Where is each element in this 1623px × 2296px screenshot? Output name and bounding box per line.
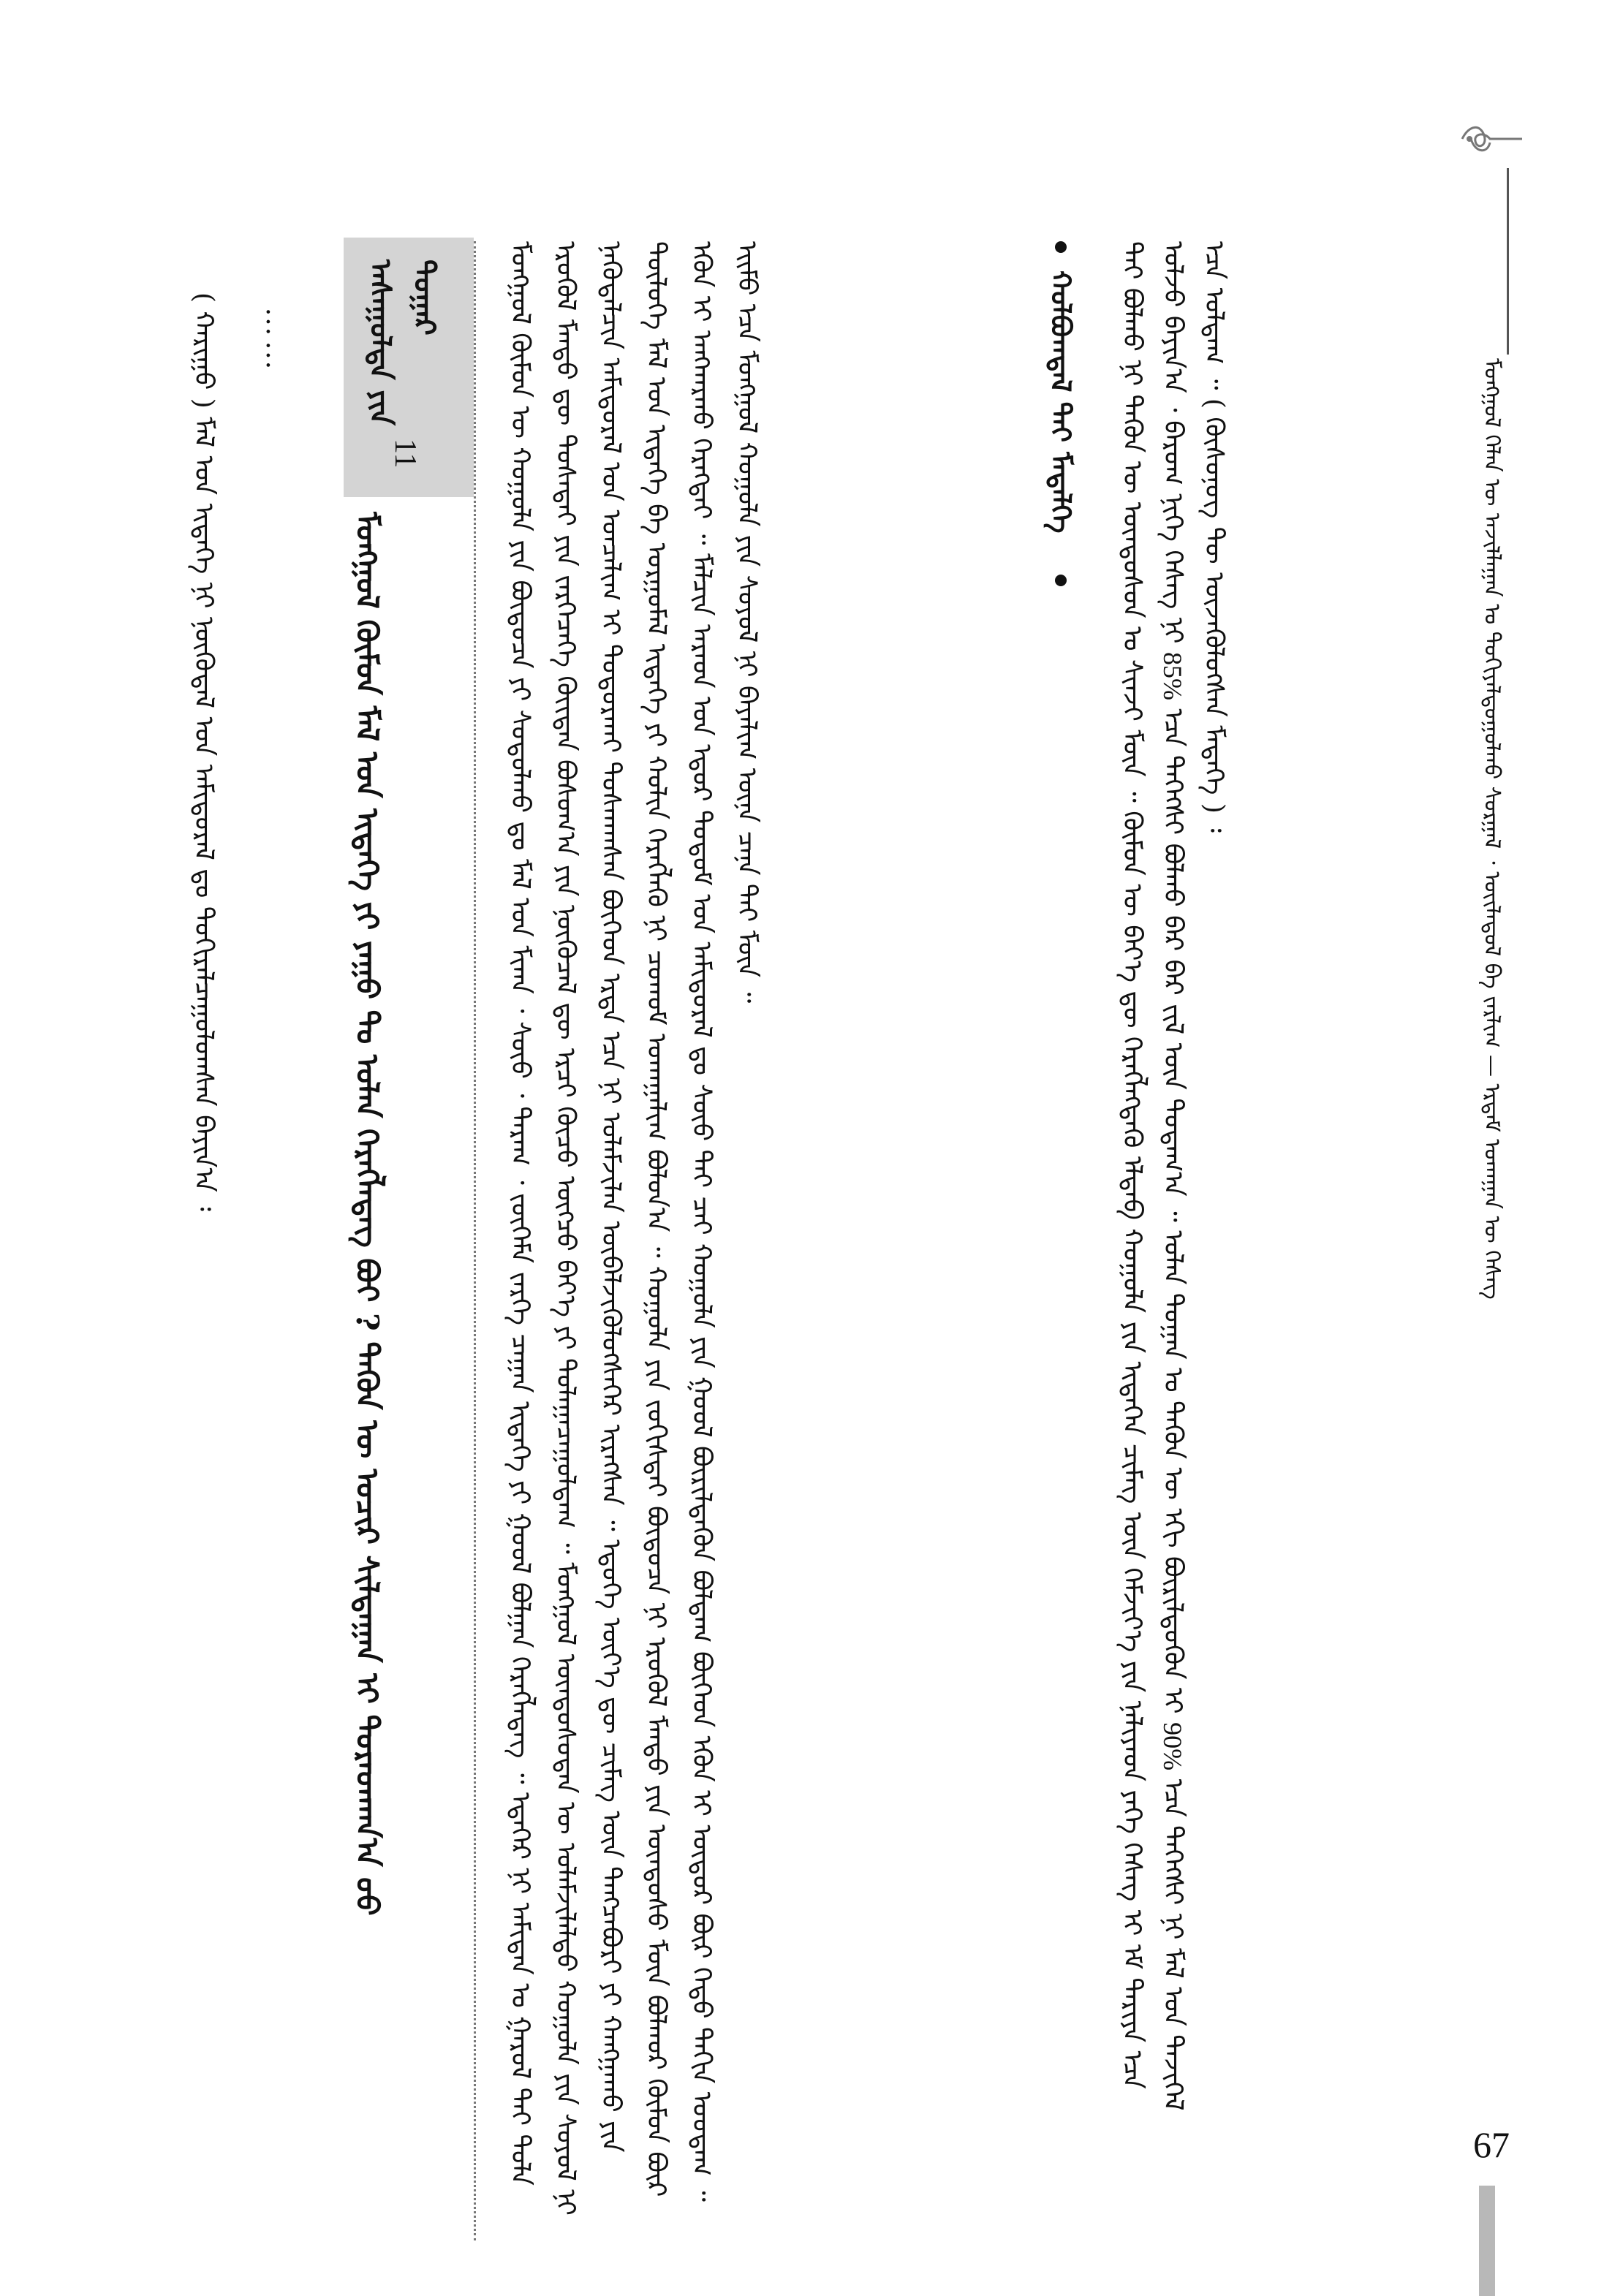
question-label: ᠠᠰᠠᠭᠤᠯᠲᠠ ᠶᠢᠨ ᠳᠤᠭᠠᠷ	[363, 259, 442, 425]
page-edge-tab	[1479, 2186, 1495, 2296]
decorative-scroll-ornament-icon	[1455, 121, 1528, 157]
intro-text-a: ᠲᠠᠢ ᠪᠣᠯᠬᠤ ᠨᠢ ᠲᠡᠭᠦᠨ ᠦ ᠦᠨᠳᠦᠰᠦᠨ ᠤ ᠰᠢᠨᠵᠢ ᠮᠥᠨ ᠃ ᠬᠦᠮᠦᠨ ᠦ ᠪᠡᠶ᠎ᠡ ᠳᠦ ᠬᠡᠷᠡᠭᠯᠡᠭᠳᠡᠬᠦ ᠡᠯᠳᠡᠪ ᠬᠣᠭᠣᠯᠠ ᠶᠢᠨ ᠢᠳᠡᠭᠡᠨ ᠴᠢᠮᠡᠭ ᠦᠨ ᠬᠡᠮᠵᠢᠶ᠎ᠡ ᠶᠢᠨ ᠨᠡᠯᠢᠶᠡᠳ ᠶᠡᠬᠡ ᠬᠡᠰᠡᠭ ᠢ ᠡᠮ ᠲᠠᠷᠢᠶᠠ ᠡᠴᠡ ᠤᠯᠵᠤ ᠪᠠᠶᠢᠨ᠎ᠠ ᠂ ᠪᠠᠷᠤᠭ ᠨᠢᠭᠡ ᠬᠡᠰᠡᠭ ᠨᠢ	[1117, 241, 1188, 2089]
dotted-divider	[474, 241, 476, 2240]
header-rule	[1507, 168, 1509, 355]
answer-line: ( ᠬᠠᠷᠢᠭᠤ ) ᠮᠠᠯ ᠤᠨ ᠢᠳᠡᠭᠡ ᠨᠢ ᠨᠦᠭᠦᠳᠡᠯ ᠤᠨ ᠠᠮᠢᠳᠤᠷᠠᠯ ᠳᠤ ᠲᠣᠬᠢᠷᠠᠯᠴᠠᠭᠤᠯᠤᠭᠰᠠᠨ ᠪᠠᠶᠢᠨ᠎ᠠ ᠄	[189, 292, 219, 1211]
intro-paragraph	[1111, 241, 1418, 2113]
page-number: 67	[1473, 2124, 1510, 2165]
bullet-icon	[1055, 241, 1067, 253]
percentage-85: 85%	[1158, 651, 1187, 700]
bullet-icon	[1055, 575, 1067, 586]
running-header: ᠮᠣᠩᠭᠣᠯ ᠬᠡᠯᠡᠨ ᠦ ᠠᠵᠢᠯᠯᠠᠭᠠᠨ ᠤ ᠲᠣᠬᠢᠶᠠᠯᠳᠤᠭᠤᠯᠬᠤ ᠰᠤᠷᠭᠠᠯ ᠂ ᠦᠢᠯᠡᠳᠦᠯ ᠪᠠ ᠵᠠᠷᠯᠢᠭ — ᠡᠷᠳᠡᠮ ᠤᠬᠠᠭᠠᠨ ᠦ ᠬᠡᠰᠡᠭ	[1479, 358, 1505, 1300]
section-heading	[1038, 241, 1089, 621]
body-paragraph: ᠮᠣᠩᠭᠣᠯ ᠬᠦᠮᠦᠨ ᠦ ᠬᠣᠭᠣᠯᠠ ᠶᠢᠨ ᠪᠦᠲᠦᠴᠡ ᠶᠢ ᠰᠤᠳᠤᠯᠬᠤ ᠳᠤ ᠮᠠᠯ ᠤᠨ ᠮᠢᠬᠠ ᠂ ᠰᠦᠦ ᠂ ᠲᠠᠷᠠᠭ ᠂ ᠵᠦᠭᠡᠮᠡ ᠵᠡᠷᠭᠡ ᠴᠠᠭᠠᠨ ᠢᠳᠡᠭᠡ ᠶᠢ ᠭᠣᠣᠯ ᠪᠣᠯᠭᠠᠨ ᠬᠡᠷᠡᠭᠯᠡᠳᠡᠭ ᠃ ᠡᠳᠡᠭᠡᠷ ᠨᠢ ᠠᠮᠢᠲᠠᠨ ᠤ ᠭᠠᠷᠤᠯ ᠲᠠᠢ ᠲᠤᠯᠠ ᠡᠷᠦᠭᠦᠯ ᠮᠡᠨᠳᠦ ᠳᠦ ᠲᠤᠰᠠᠲᠠᠢ ᠶᠢᠨ ᠵᠡᠷᠭᠡᠴᠡᠭᠡ ᠬᠦᠢᠲᠡᠨ ᠪᠣᠰᠤᠭ᠎ᠠ ᠶᠢᠨ ᠨᠥᠬᠦᠴᠡᠯ ᠳᠦ ᠡᠷᠴᠢ ᠬᠦᠴᠦ ᠥᠭᠴᠦ ᠪᠡᠶ᠎ᠡ ᠶᠢ ᠳᠤᠯᠠᠭᠠᠴᠠᠭᠤᠯᠳᠠᠭ ᠃ ᠮᠣᠩᠭᠣᠯ ᠦᠨᠳᠦᠰᠦᠲᠡᠨ ᠦ ᠤᠯᠠᠮᠵᠢᠯᠠᠯᠲᠤ ᠬᠣᠭᠣᠯᠠ ᠶᠢᠨ ᠰᠣᠶᠤᠯ ᠨᠢ ᠨᠡᠭᠦᠳᠡᠯᠴᠢᠨ ᠠᠮᠢᠳᠤᠷᠠᠯ ᠤᠨ ᠣᠨᠴᠠᠯᠢᠭ ᠢ ᠲᠣᠳᠣᠷᠬᠠᠢ ᠲᠤᠰᠬᠠᠭᠰᠠᠨ ᠪᠥᠭᠡᠳ ᠡᠷᠲᠡ ᠡᠴᠡ ᠨᠢ ᠤᠯᠠᠮᠵᠢᠯᠠᠨ ᠥᠪᠡᠯᠵᠢᠭᠦᠯᠦᠭᠰᠡᠭᠡᠷ ᠢᠷᠡᠭᠰᠡᠨ ᠃ ᠡᠳᠦᠭᠡ ᠦᠶ᠎ᠡ ᠳᠦ ᠴᠢᠮᠡᠭ ᠦᠨ ᠲᠡᠩᠴᠡᠪᠦᠷᠢ ᠶᠢ ᠬᠠᠩᠭᠠᠬᠤ ᠶᠢᠨ ᠲᠥᠯᠥᠭᠡ ᠮᠠᠯ ᠤᠨ ᠢᠳᠡᠭᠡ ᠪᠠ ᠤᠷᠭᠤᠮᠠᠯ ᠢᠳᠡᠭᠡ ᠶᠢ ᠬᠣᠯᠢᠨ ᠬᠡᠷᠡᠭᠯᠡᠬᠦ ᠨᠢ ᠴᠤᠬᠤᠮ ᠤᠬᠠᠭᠠᠯᠢᠭ ᠪᠣᠯᠣᠨ᠎ᠠ ᠃ ᠬᠣᠭᠣᠯᠠ ᠶᠢᠨ ᠵᠣᠬᠢᠰᠲᠠᠢ ᠪᠦᠲᠦᠴᠡ ᠨᠢ ᠡᠷᠦᠭᠦᠯ ᠮᠡᠨᠳᠦ ᠶᠢᠨ ᠦᠨᠳᠦᠰᠦ ᠮᠥᠨ ᠪᠣᠯᠬᠣᠷ ᠬᠦᠮᠦᠨ ᠪᠦᠷ ᠡᠭᠦᠨ ᠢ ᠠᠩᠬᠠᠷᠬᠤ ᠬᠡᠷᠡᠭᠲᠡᠢ ᠃ ᠮᠠᠯᠴᠢᠨ ᠠᠷᠠᠳ ᠤᠨ ᠡᠳᠦᠷ ᠲᠤᠲᠤᠮ ᠤᠨ ᠠᠮᠢᠳᠤᠷᠠᠯ ᠳᠤ ᠰᠦᠦ ᠲᠡᠢ ᠴᠠᠢ ᠬᠣᠭᠣᠯᠠ ᠶᠢᠨ ᠭᠣᠣᠯ ᠪᠦᠷᠢᠯᠳᠡᠬᠦᠨ ᠪᠣᠯᠳᠠᠭ ᠪᠥᠭᠡᠳ ᠡᠭᠦᠨ ᠢ ᠥᠳᠦᠷ ᠪᠦᠷ ᠬᠡᠳᠦ ᠳᠠᠬᠢᠨ ᠤᠤᠳᠠᠭ ᠃ ᠡᠢᠮᠦ ᠡᠴᠡ ᠮᠣᠩᠭᠣᠯ ᠬᠣᠭᠣᠯᠠ ᠶᠢᠨ ᠰᠣᠶᠤᠯ ᠨᠢ ᠪᠠᠶᠠᠯᠢᠭ ᠦᠨᠡ ᠴᠡᠨᠡ ᠲᠡᠢ ᠮᠥᠨ ᠃	[505, 241, 762, 2216]
question-title: ᠮᠣᠩᠭᠣᠯ ᠬᠦᠮᠦᠨ ᠮᠠᠯ ᠤᠨ ᠢᠳᠡᠭᠡ ᠶᠢ ᠶᠠᠭᠤ ᠲᠤ ᠣᠯᠠᠨ ᠬᠡᠷᠡᠭᠯᠡᠳᠡᠭ ᠪᠣᠢ ? ᠲᠡᠭᠦᠨ ᠦ ᠤᠴᠢᠷ ᠰᠢᠯᠲᠠᠭᠠᠨ ᠢ ᠳᠤᠷᠠᠳᠬᠠᠨ᠎ᠠ ᠤᠤ	[349, 512, 385, 1916]
intro-text-c: ᠡᠴᠡ ᠳᠡᠭᠡᠭᠰᠢ ᠨᠢ ᠮᠠᠯ ᠤᠨ ᠲᠡᠵᠢᠭᠡᠯ ᠡᠴᠡ ᠤᠯᠳᠠᠭ ᠃ ( ᠬᠦᠰᠦᠨᠦᠭ ᠲᠦ ᠦᠵᠡᠭᠦᠯᠦᠭᠰᠡᠨ ᠮᠡᠳᠡᠭᠡ ) ᠄	[1158, 241, 1229, 2111]
percentage-90: 90%	[1158, 1722, 1187, 1771]
section-title: ᠬᠣᠯᠪᠣᠭᠳᠠᠯ ᠲᠠᠢ ᠮᠡᠳᠡᠯᠭᠡ	[1045, 270, 1078, 534]
question-number: 11	[388, 439, 422, 469]
ellipsis: ……	[260, 307, 293, 374]
intro-text-b: ᠡᠴᠡ ᠳᠡᠭᠡᠭᠰᠢ ᠪᠣᠯᠬᠤ ᠪᠡᠷ ᠪᠠᠷ ᠵᠢᠯ ᠦᠨ ᠳᠤᠲᠠᠭ᠎ᠠ ᠃ ᠣᠯᠠᠨ ᠲᠣᠭᠠᠨ ᠤ ᠲᠡᠭᠦᠨ ᠦ ᠡᠬᠢ ᠪᠦᠷᠢᠯᠳᠦᠬᠦᠨ ᠢ	[1158, 708, 1188, 1714]
